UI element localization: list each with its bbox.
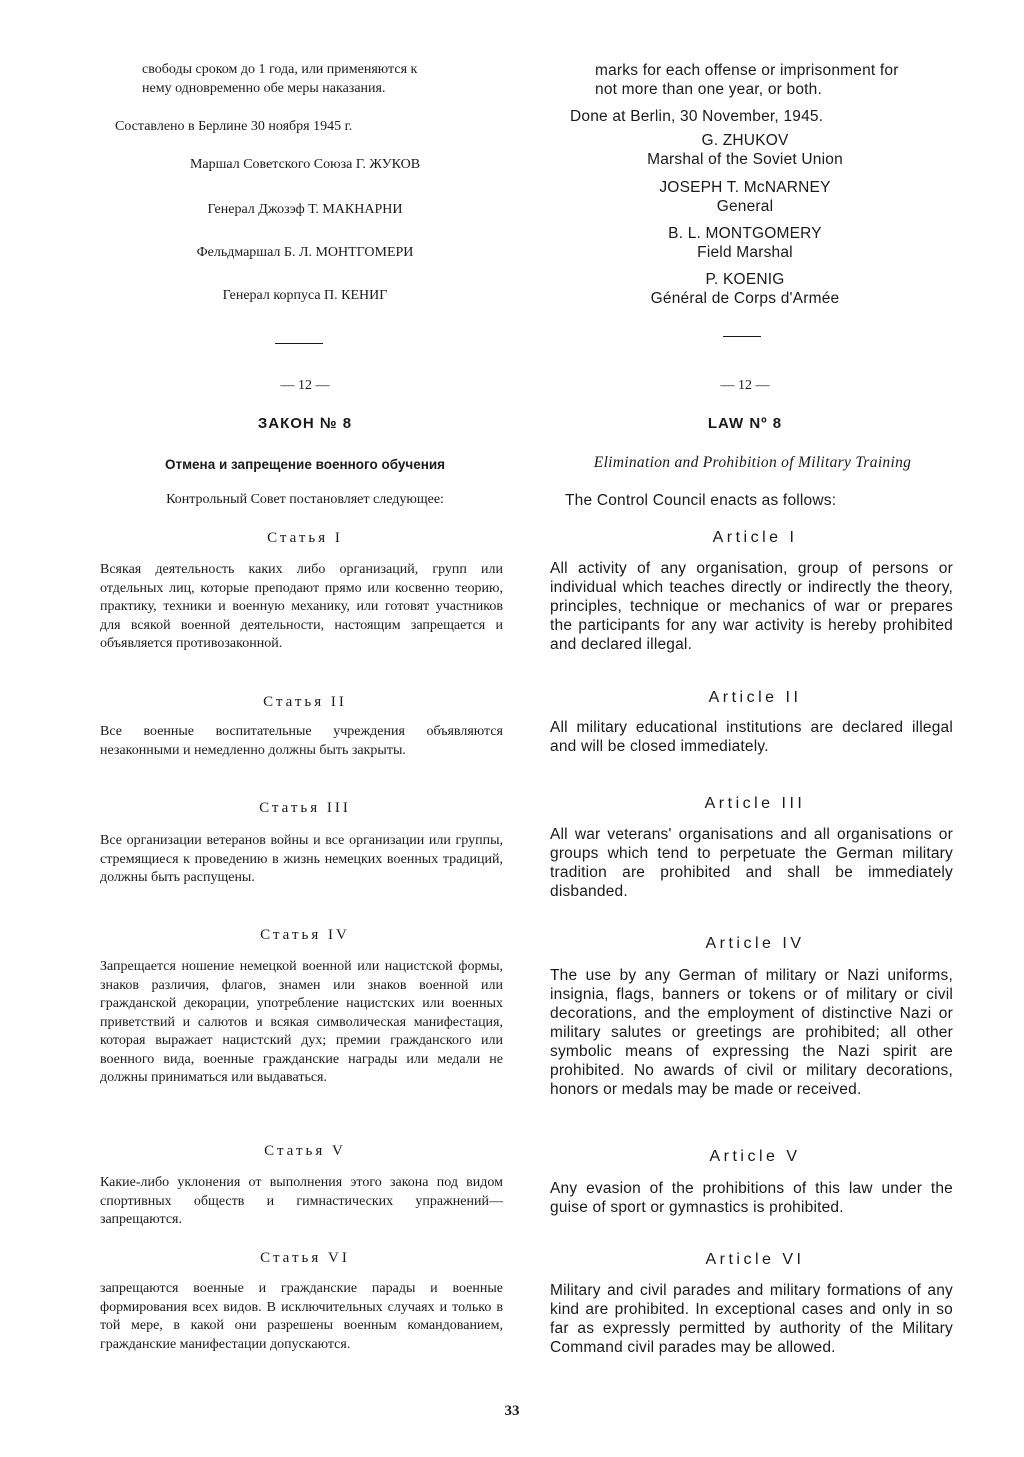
article-text-en-2: All military educational institutions are declared illegal and will be closed immediately. [550, 719, 953, 755]
divider-en [723, 336, 761, 337]
signature-title-en-1: Marshal of the Soviet Union [647, 151, 843, 168]
page-mark-en: — 12 — [720, 378, 770, 393]
signature-en-1 [605, 131, 885, 169]
article-text-en-1: All activity of any organisation, group of persons or individual which teaches directly or indirectly the theory, principles, technique or mechanics of war or prepares the participants for any war activity is hereby prohibited and declared illegal. [550, 560, 953, 653]
signature-title-en-3: Field Marshal [697, 244, 793, 261]
article-title-en-2: Article II [708, 689, 802, 706]
article-title-en-3: Article III [704, 795, 806, 812]
intro-line-en-1: marks for each offense or imprisonment for [595, 62, 899, 79]
article-text-ru-2: Все военные воспитательные учреждения объявляются незаконными и немедленно должны быть закрыты. [100, 724, 503, 758]
law-subtitle-en: Elimination and Prohibition of Military Training [593, 454, 912, 471]
article-text-en-6: Military and civil parades and military formations of any kind are prohibited. In exceptional cases and only in so far as expressly permitted by authority of the Military Command civil parades may be allowed. [550, 1282, 953, 1356]
signature-ru-4: Генерал корпуса П. КЕНИГ [222, 288, 388, 303]
signature-name-en-3: B. L. MONTGOMERY [668, 225, 822, 242]
article-text-ru-1: Всякая деятельность каких либо организаций, групп или отдельных лиц, которые преподают прямо или косвенно теорию, практику, техники и военную механику, или готовят участников для всякой военной деятельности, настоящим запрещается и объявляется противозаконной. [100, 562, 503, 651]
signature-ru-3: Фельдмаршал Б. Л. МОНТГОМЕРИ [196, 245, 414, 260]
article-title-en-5: Article V [709, 1148, 801, 1165]
signature-name-en-2: JOSEPH T. McNARNEY [659, 179, 831, 196]
signature-ru-2: Генерал Джозэф Т. МАКНАРНИ [207, 202, 403, 217]
intro-line-en-2: not more than one year, or both. [595, 81, 822, 98]
law-title-en: LAW Nº 8 [707, 415, 783, 432]
enacts-en: The Control Council enacts as follows: [565, 492, 837, 509]
article-title-ru-5: Статья V [264, 1143, 346, 1159]
article-title-en-6: Article VI [705, 1251, 805, 1268]
signature-name-en-1: G. ZHUKOV [701, 132, 789, 149]
signature-ru-1: Маршал Советского Союза Г. ЖУКОВ [189, 157, 421, 172]
intro-line-ru-1: свободы сроком до 1 года, или применяются к [142, 62, 418, 77]
divider-ru [275, 343, 323, 344]
article-text-en-3: All war veterans' organisations and all organisations or groups which tend to perpetuate the German military tradition are prohibited and shall be immediately disbanded. [550, 826, 953, 900]
article-title-ru-3: Статья III [259, 800, 351, 816]
signature-en-3 [605, 224, 885, 262]
enacts-ru: Контрольный Совет постановляет следующее: [166, 492, 444, 507]
done-at-ru: Составлено в Берлине 30 ноября 1945 г. [115, 119, 353, 134]
signature-name-en-4: P. KOENIG [705, 271, 785, 288]
signature-en-4 [605, 270, 885, 308]
article-text-en-4: The use by any German of military or Nazi uniforms, insignia, flags, banners or tokens or of military or civil decorations, and the employment of distinctive Nazi or military salutes or greetings are prohibited; all other symbolic means of expressing the Nazi spirit are prohibited. No awards of civil or military decorations, honors or medals may be made or received. [550, 967, 953, 1098]
signature-title-en-2: General [716, 198, 774, 215]
article-text-ru-4: Запрещается ношение немецкой военной или нацистской формы, знаков различия, флагов, знамен или знаков военной или гражданской декорации, употребление нацистских или военных приветствий и салютов и всякая символическая манифестация, которая выражает нацистский дух; премии гражданского или военного вида, военные гражданские награды или медали не должны приниматься или выдаваться. [100, 959, 503, 1085]
signature-en-2 [605, 178, 885, 216]
article-title-ru-2: Статья II [263, 694, 347, 710]
law-subtitle-ru: Отмена и запрещение военного обучения [164, 457, 446, 472]
page-mark-ru: — 12 — [280, 378, 330, 393]
article-text-ru-3: Все организации ветеранов войны и все организации или группы, стремящиеся к проведению в жизнь немецких военных традиций, должны быть распущены. [100, 833, 503, 885]
article-text-ru-5: Какие-либо уклонения от выполнения этого закона под видом спортивных обществ и гимнастических упражнений—запрещаются. [100, 1175, 503, 1227]
page-number: 33 [504, 1403, 520, 1419]
article-title-en-4: Article IV [705, 935, 805, 952]
article-title-en-1: Article I [712, 529, 798, 546]
article-title-ru-1: Статья I [267, 530, 343, 546]
article-text-en-5: Any evasion of the prohibitions of this law under the guise of sport or gymnastics is prohibited. [550, 1180, 953, 1216]
law-title-ru: ЗАКОН № 8 [257, 415, 353, 432]
done-at-en: Done at Berlin, 30 November, 1945. [570, 108, 824, 125]
article-title-ru-6: Статья VI [260, 1250, 350, 1266]
intro-line-ru-2: нему одновременно обе меры наказания. [142, 81, 386, 96]
article-text-ru-6: запрещаются военные и гражданские парады и военные формирования всех видов. В исключительных случаях и только в той мере, в какой они разрешены военным командованием, гражданские манифестации допускаются. [100, 1281, 503, 1352]
signature-title-en-4: Général de Corps d'Armée [650, 290, 840, 307]
article-title-ru-4: Статья IV [260, 927, 350, 943]
